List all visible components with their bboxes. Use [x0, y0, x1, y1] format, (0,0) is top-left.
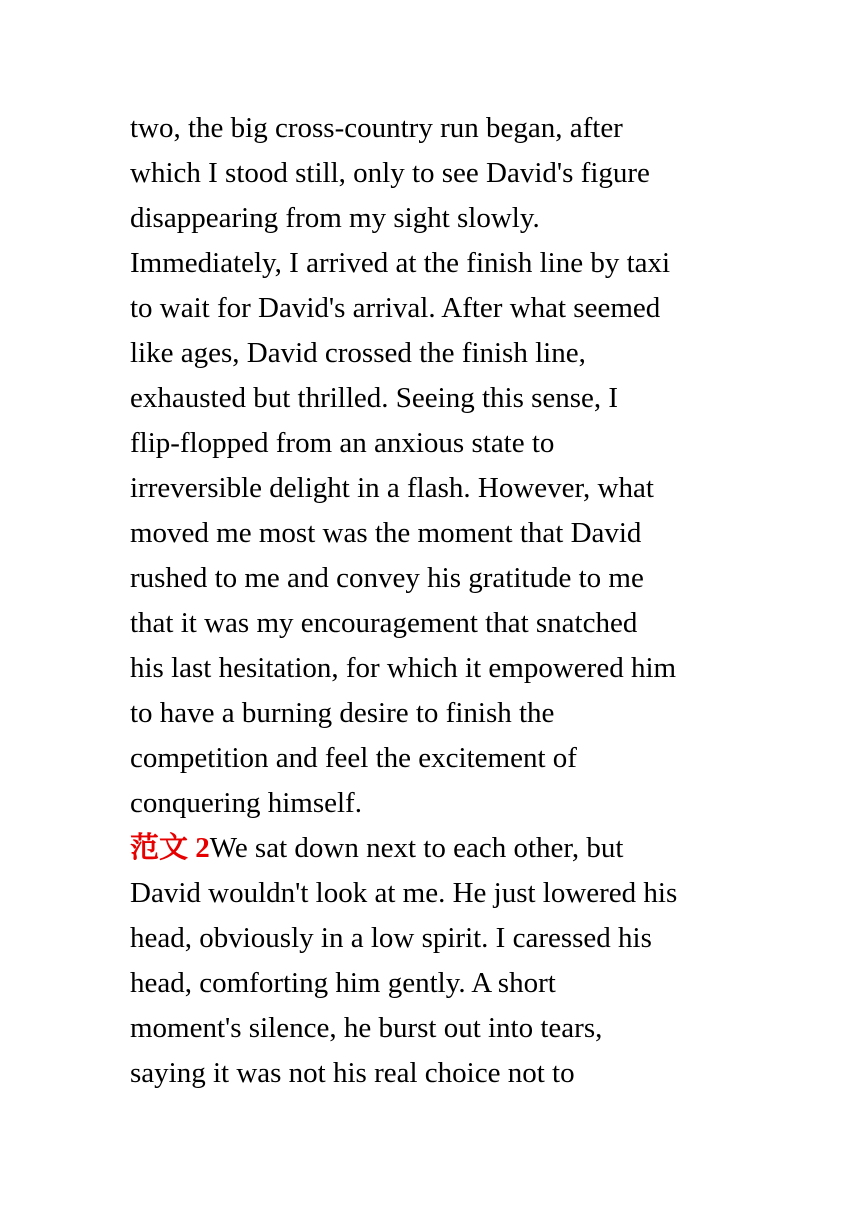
text-line: to have a burning desire to finish the [130, 697, 555, 729]
text-line: moment's silence, he burst out into tears, [130, 1012, 603, 1044]
text-line: competition and feel the excitement of [130, 742, 577, 774]
text-line: like ages, David crossed the finish line, [130, 337, 586, 369]
text-line: conquering himself. [130, 787, 362, 819]
text-line: exhausted but thrilled. Seeing this sense, I [130, 382, 619, 414]
text-line: David wouldn't look at me. He just lowered his [130, 877, 678, 909]
text-line: moved me most was the moment that David [130, 517, 642, 549]
text-line: flip-flopped from an anxious state to [130, 427, 555, 459]
text-line: head, obviously in a low spirit. I caressed his [130, 922, 652, 954]
text-line: to wait for David's arrival. After what seemed [130, 292, 661, 324]
text-line: saying it was not his real choice not to [130, 1057, 575, 1089]
text-line: rushed to me and convey his gratitude to me [130, 562, 644, 594]
text-line: that it was my encouragement that snatched [130, 607, 638, 639]
text-line: Immediately, I arrived at the finish line by taxi [130, 247, 671, 279]
text-line: two, the big cross-country run began, after [130, 112, 623, 144]
text-line: his last hesitation, for which it empowered him [130, 652, 677, 684]
text-line: head, comforting him gently. A short [130, 967, 556, 999]
text-line: disappearing from my sight slowly. [130, 202, 540, 234]
text-line: irreversible delight in a flash. However, what [130, 472, 654, 504]
text-line: which I stood still, only to see David's figure [130, 157, 650, 189]
body-text [130, 106, 740, 1096]
sample-heading-line [130, 826, 740, 871]
sample-label: 范文 2 [130, 832, 210, 864]
text-line: We sat down next to each other, but [209, 832, 624, 864]
